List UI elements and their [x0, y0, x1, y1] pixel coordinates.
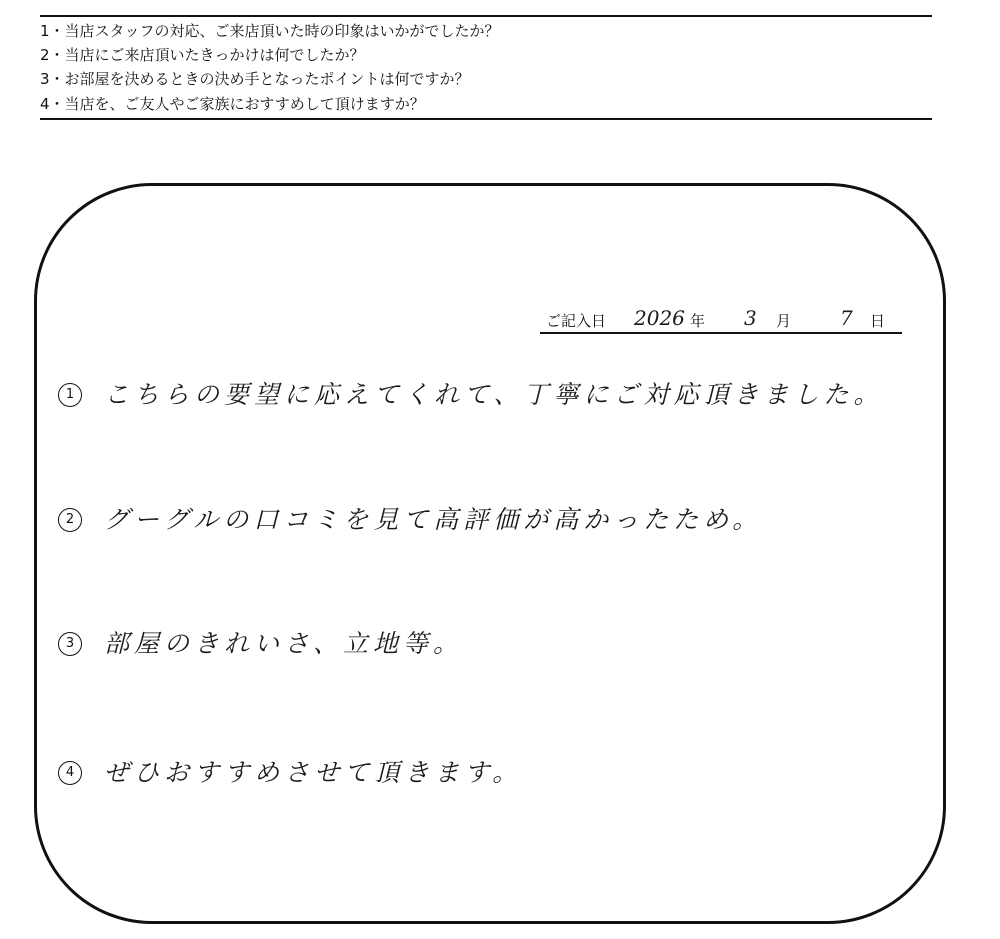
answer-2-text: グーグルの口コミを見て高評価が高かったため。 [104, 505, 763, 534]
date-day: 7 [840, 306, 853, 330]
date-year-unit: 年 [690, 312, 706, 330]
bottom-rule [40, 118, 932, 120]
date-month-unit: 月 [776, 312, 792, 330]
question-3: 3・お部屋を決めるときの決め手となったポイントは何ですか？ [40, 70, 470, 88]
top-rule [40, 15, 932, 17]
date-row [540, 308, 902, 334]
answer-3-number: 3 [58, 632, 82, 656]
date-day-unit: 日 [870, 312, 886, 330]
date-month: 3 [744, 306, 757, 330]
answer-card [34, 183, 946, 924]
answer-3-text: 部屋のきれいさ、立地等。 [104, 629, 464, 658]
question-4: 4・当店を、ご友人やご家族におすすめして頂けますか？ [40, 95, 425, 113]
date-label: ご記入日 [546, 312, 607, 330]
answer-4-text: ぜひおすすめさせて頂きます。 [104, 758, 523, 787]
question-1: 1・当店スタッフの対応、ご来店頂いた時の印象はいかがでしたか？ [40, 22, 500, 40]
answer-1-number: 1 [58, 383, 82, 407]
answer-1-text: こちらの要望に応えてくれて、丁寧にご対応頂きました。 [104, 380, 884, 409]
question-2: 2・当店にご来店頂いたきっかけは何でしたか？ [40, 46, 365, 64]
date-year: 2026 [634, 306, 685, 330]
answer-4-number: 4 [58, 761, 82, 785]
answer-2-number: 2 [58, 508, 82, 532]
